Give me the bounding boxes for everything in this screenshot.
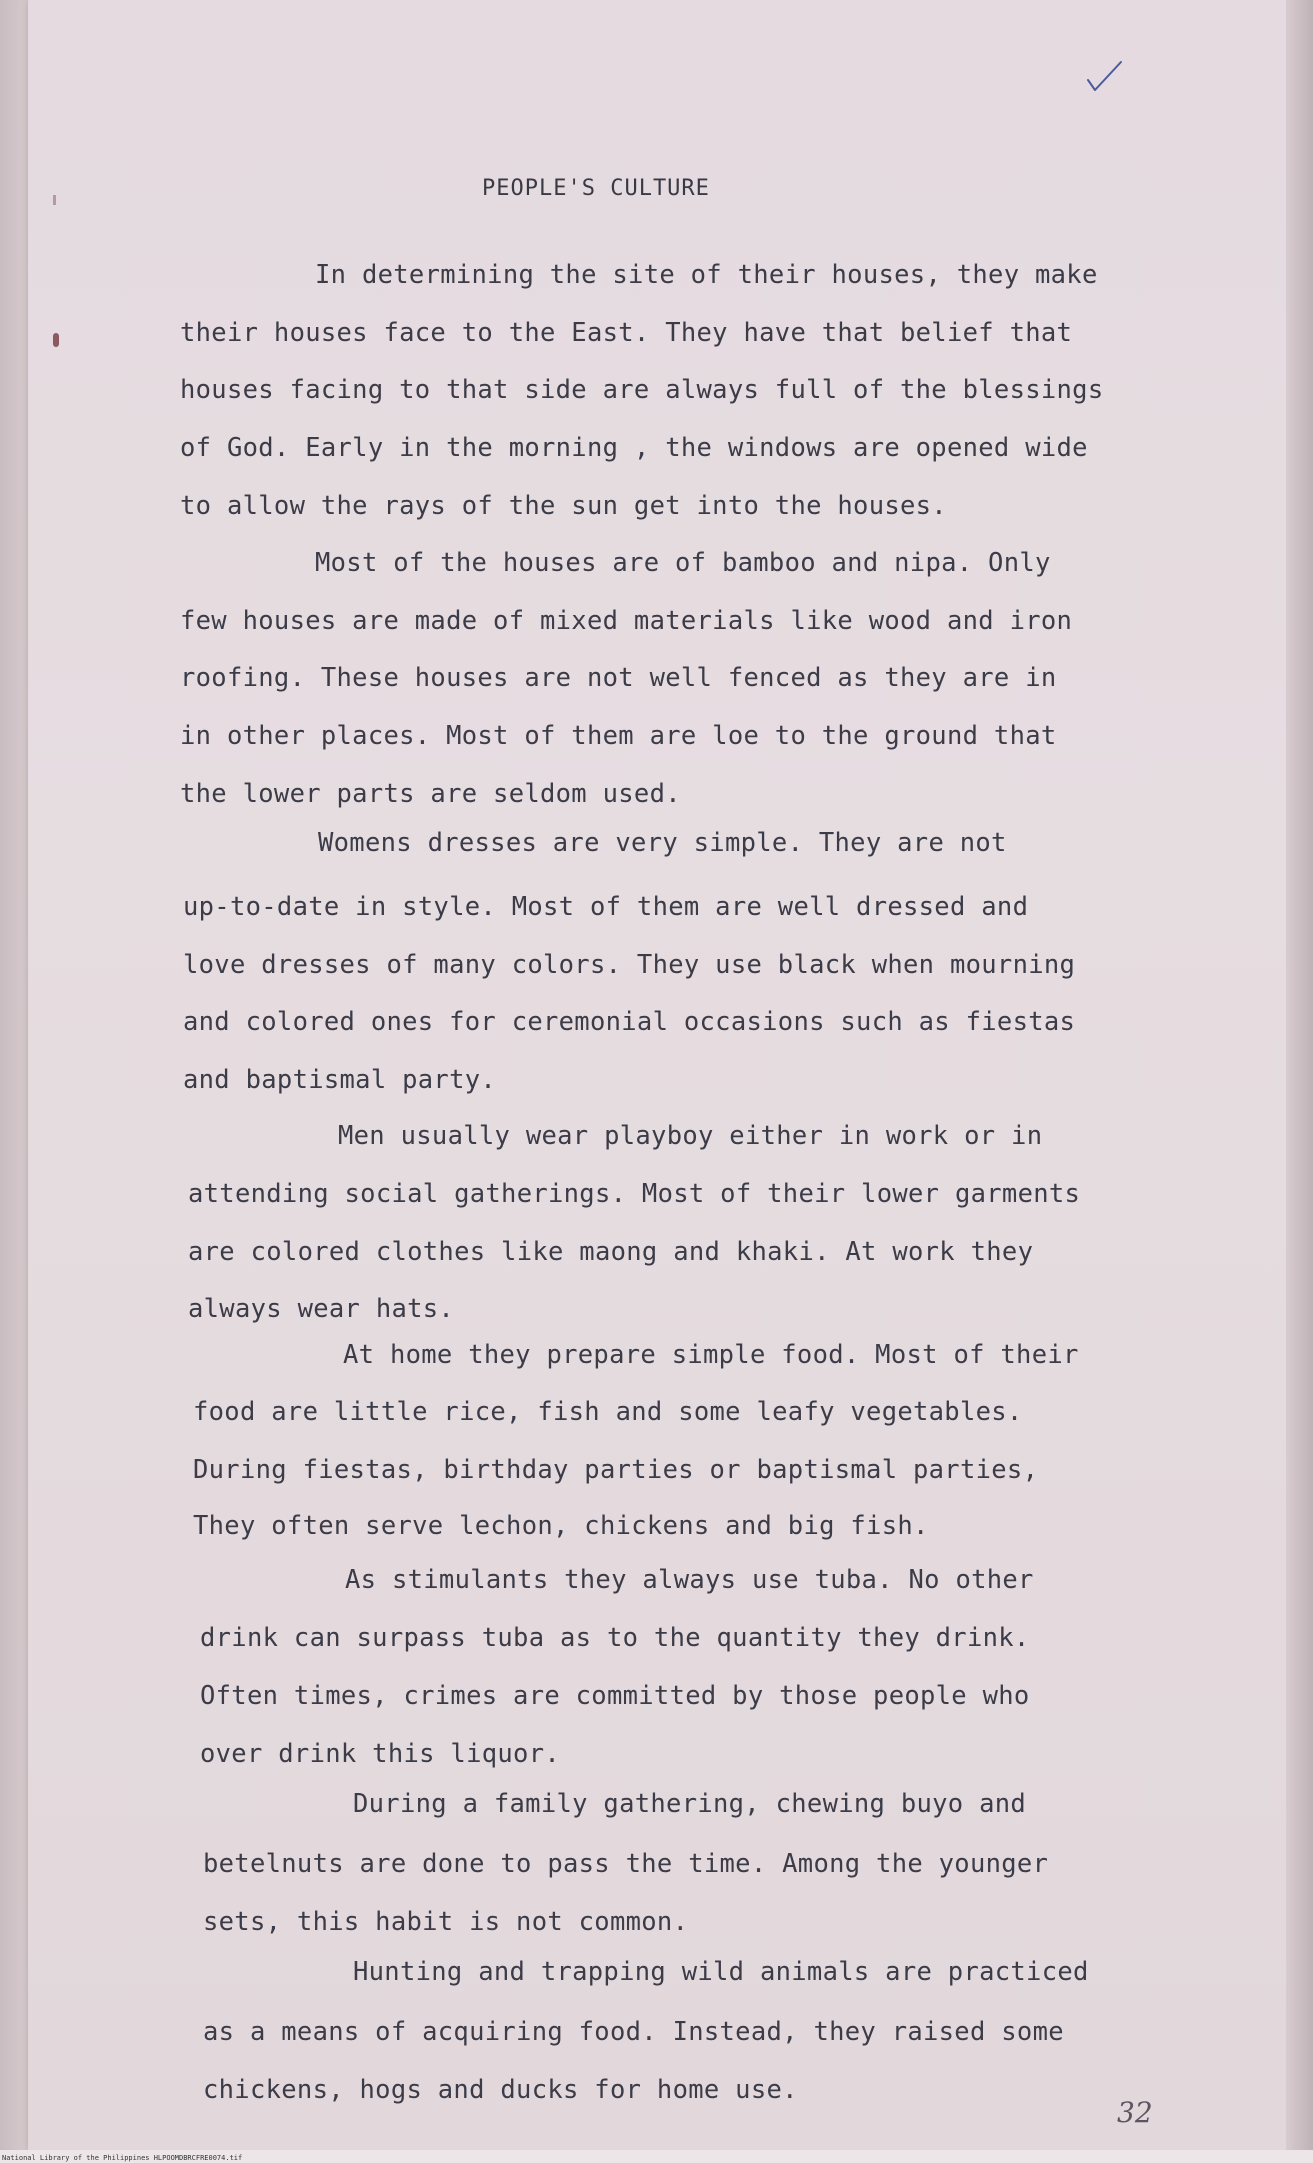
text-line: houses facing to that side are always full of the blessings <box>180 375 1104 405</box>
text-line: attending social gatherings. Most of their lower garments <box>188 1179 1081 1209</box>
text-line: always wear hats. <box>188 1294 455 1324</box>
text-line: are colored clothes like maong and khaki. At work they <box>188 1237 1034 1267</box>
text-line: During a family gathering, chewing buyo and <box>353 1789 1027 1819</box>
text-line: over drink this liquor. <box>200 1739 561 1769</box>
text-line: drink can surpass tuba as to the quantity they drink. <box>200 1623 1030 1653</box>
scan-left-edge <box>0 0 28 2163</box>
text-line: In determining the site of their houses, they make <box>315 260 1098 290</box>
text-line: to allow the rays of the sun get into the houses. <box>180 491 947 521</box>
text-line: and baptismal party. <box>183 1065 497 1095</box>
text-line: Often times, crimes are committed by those people who <box>200 1681 1030 1711</box>
text-line: love dresses of many colors. They use black when mourning <box>183 950 1076 980</box>
text-line: in other places. Most of them are loe to the ground that <box>180 721 1057 751</box>
scan-footer <box>0 2150 1313 2163</box>
page-number: 32 <box>1117 2096 1153 2129</box>
text-line: few houses are made of mixed materials like wood and iron <box>180 606 1073 636</box>
text-line: As stimulants they always use tuba. No other <box>345 1565 1034 1595</box>
text-line: Womens dresses are very simple. They are not <box>318 828 1007 858</box>
text-line: their houses face to the East. They have that belief that <box>180 318 1073 348</box>
text-line: the lower parts are seldom used. <box>180 779 681 809</box>
scan-right-edge <box>1286 0 1313 2163</box>
text-line: up-to-date in style. Most of them are well dressed and <box>183 892 1029 922</box>
text-line: They often serve lechon, chickens and big fish. <box>193 1511 929 1541</box>
text-line: sets, this habit is not common. <box>203 1907 689 1937</box>
margin-stain <box>53 333 59 347</box>
text-line: roofing. These houses are not well fenced as they are in <box>180 663 1057 693</box>
text-line: food are little rice, fish and some leafy vegetables. <box>193 1397 1023 1427</box>
text-line: and colored ones for ceremonial occasions such as fiestas <box>183 1007 1076 1037</box>
text-line: of God. Early in the morning , the windows are opened wide <box>180 433 1088 463</box>
footer-caption: National Library of the Philippines HLPOOMDBRCFRE0074.tif <box>2 2154 243 2162</box>
page-title: PEOPLE'S CULTURE <box>482 176 710 201</box>
text-line: betelnuts are done to pass the time. Among the younger <box>203 1849 1049 1879</box>
text-line: During fiestas, birthday parties or baptismal parties, <box>193 1455 1039 1485</box>
text-line: Most of the houses are of bamboo and nipa. Only <box>315 548 1051 578</box>
margin-stain <box>53 195 56 205</box>
text-line: as a means of acquiring food. Instead, they raised some <box>203 2017 1064 2047</box>
text-line: At home they prepare simple food. Most of their <box>343 1340 1079 1370</box>
text-line: chickens, hogs and ducks for home use. <box>203 2075 798 2105</box>
check-mark-icon <box>1085 58 1125 98</box>
bleed-through-text <box>230 170 243 195</box>
text-line: Hunting and trapping wild animals are practiced <box>353 1957 1089 1987</box>
text-line: Men usually wear playboy either in work or in <box>338 1121 1043 1151</box>
